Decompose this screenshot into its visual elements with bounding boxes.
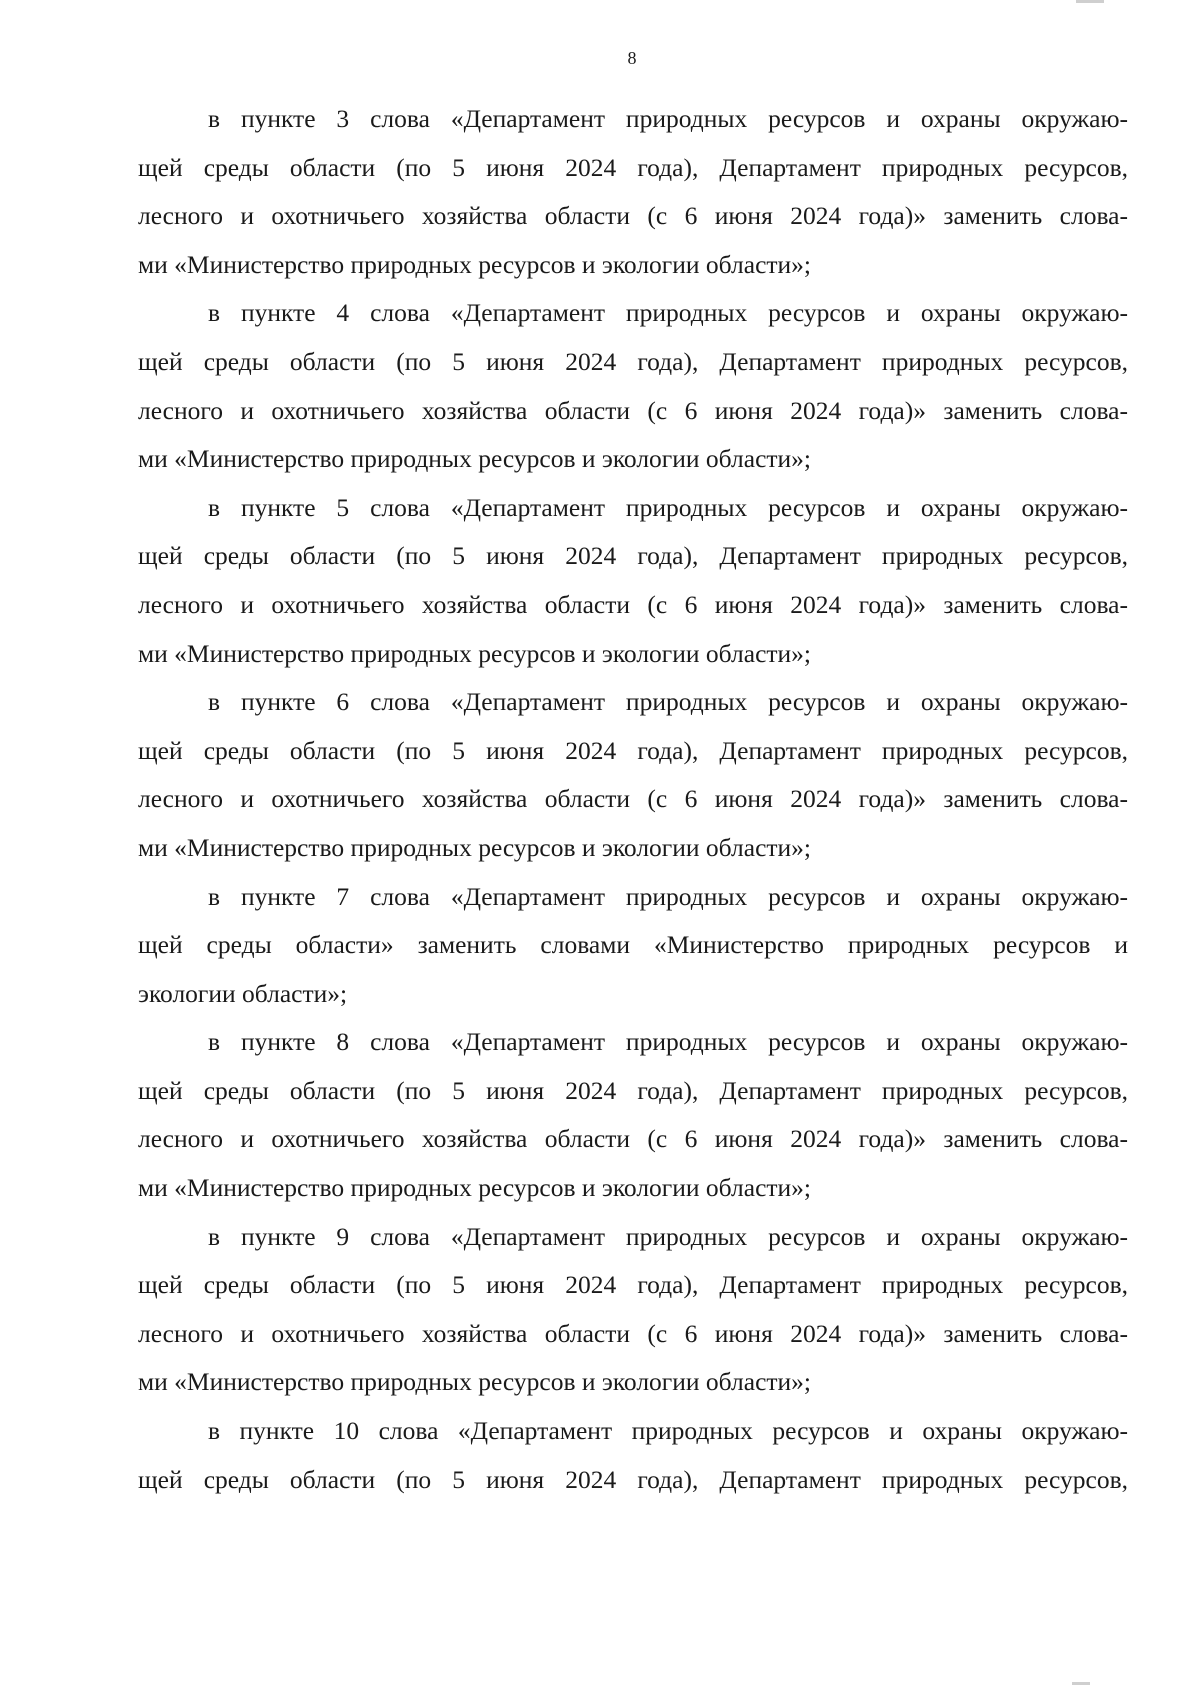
page-number: 8 <box>627 48 637 68</box>
text-line: щей среды области (по 5 июня 2024 года), Департамент природных ресурсов, <box>138 541 1128 571</box>
text-line: в пункте 7 слова «Департамент природных ресурсов и охраны окружаю- <box>208 881 1128 911</box>
text-line: в пункте 3 слова «Департамент природных ресурсов и охраны окружаю- <box>208 104 1128 133</box>
paragraph-item-6 <box>138 678 1128 872</box>
text-line: щей среды области (по 5 июня 2024 года), Департамент природных ресурсов, <box>138 1464 1128 1494</box>
text-line: в пункте 5 слова «Департамент природных ресурсов и охраны окружаю- <box>208 492 1128 522</box>
document-body <box>138 95 1128 1504</box>
text-line: щей среды области (по 5 июня 2024 года), Департамент природных ресурсов, <box>138 152 1128 182</box>
text-line: щей среды области» заменить словами «Министерство природных ресурсов и <box>138 930 1128 960</box>
text-line: в пункте 6 слова «Департамент природных ресурсов и охраны окружаю- <box>208 687 1128 717</box>
text-line: лесного и охотничьего хозяйства области (с 6 июня 2024 года)» заменить слова- <box>138 1124 1128 1154</box>
text-line: щей среды области (по 5 июня 2024 года), Департамент природных ресурсов, <box>138 1270 1128 1300</box>
text-line: лесного и охотничьего хозяйства области (с 6 июня 2024 года)» заменить слова- <box>138 395 1128 425</box>
text-line: в пункте 9 слова «Департамент природных ресурсов и охраны окружаю- <box>208 1221 1128 1251</box>
text-line: лесного и охотничьего хозяйства области (с 6 июня 2024 года)» заменить слова- <box>138 589 1128 619</box>
text-line: ми «Министерство природных ресурсов и экологии области»; <box>138 832 812 862</box>
paragraph-item-10 <box>138 1407 1128 1504</box>
text-line: лесного и охотничьего хозяйства области (с 6 июня 2024 года)» заменить слова- <box>138 201 1128 231</box>
text-line: щей среды области (по 5 июня 2024 года), Департамент природных ресурсов, <box>138 1075 1128 1105</box>
text-line: ми «Министерство природных ресурсов и экологии области»; <box>138 249 812 279</box>
text-line: лесного и охотничьего хозяйства области (с 6 июня 2024 года)» заменить слова- <box>138 784 1128 814</box>
paragraph-item-8 <box>138 1018 1128 1212</box>
text-line: ми «Министерство природных ресурсов и экологии области»; <box>138 1367 812 1397</box>
text-line: ми «Министерство природных ресурсов и экологии области»; <box>138 444 812 474</box>
paragraph-item-9 <box>138 1213 1128 1407</box>
text-line: ми «Министерство природных ресурсов и экологии области»; <box>138 1173 812 1203</box>
text-line: в пункте 8 слова «Департамент природных ресурсов и охраны окружаю- <box>208 1027 1128 1057</box>
scan-artifact <box>1072 1682 1090 1685</box>
text-line: щей среды области (по 5 июня 2024 года), Департамент природных ресурсов, <box>138 346 1128 376</box>
text-line: щей среды области (по 5 июня 2024 года), Департамент природных ресурсов, <box>138 735 1128 765</box>
paragraph-item-5 <box>138 484 1128 678</box>
text-line: в пункте 10 слова «Департамент природных ресурсов и охраны окружаю- <box>208 1416 1128 1446</box>
text-line: ми «Министерство природных ресурсов и экологии области»; <box>138 638 812 668</box>
paragraph-item-3 <box>138 95 1128 289</box>
scan-artifact <box>1076 0 1104 3</box>
paragraph-item-4 <box>138 289 1128 483</box>
text-line: экологии области»; <box>138 978 348 1008</box>
text-line: лесного и охотничьего хозяйства области (с 6 июня 2024 года)» заменить слова- <box>138 1318 1128 1348</box>
paragraph-item-7 <box>138 873 1128 1019</box>
text-line: в пункте 4 слова «Департамент природных ресурсов и охраны окружаю- <box>208 298 1128 328</box>
